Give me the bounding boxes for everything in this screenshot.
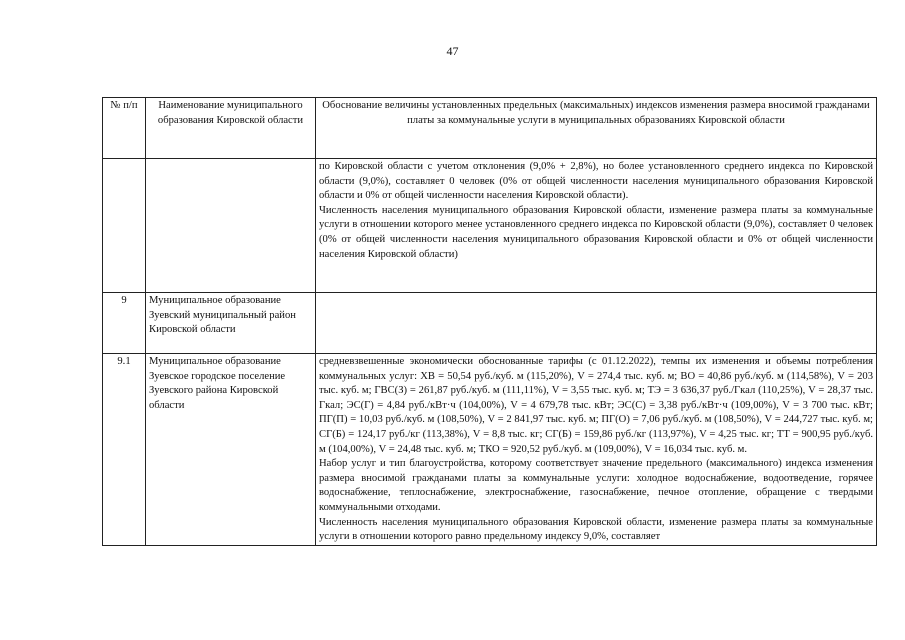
header-justification: Обоснование величины установленных предельных (максимальных) индексов изменения размера вносимой гражданами платы за коммунальные услуги в муниципальных образованиях Кировской области [316, 98, 877, 159]
row-municipality [146, 159, 316, 293]
paragraph: по Кировской области с учетом отклонения (9,0% + 2,8%), но более установленного среднего индекса по Кировской области (9,0%), составляет 0 человек (0% от общей численности населения муниципального образования Кировской области и 0% от общей численности населения Кировской области). [319, 161, 873, 202]
paragraph: Численность населения муниципального образования Кировской области, изменение размера платы за коммунальные услуги в отношении которого менее установленного среднего индекса по Кировской области (9,0%), составляет 0 человек (0% от общей численности населения муниципального образования Кировской области и 0% от общей численности населения Кировской области) [319, 204, 873, 260]
row-number: 9.1 [103, 354, 146, 546]
header-number: № п/п [103, 98, 146, 159]
row-justification [316, 293, 877, 354]
table-row [103, 354, 877, 546]
table-row [103, 293, 877, 354]
table-row [103, 159, 877, 293]
row-number: 9 [103, 293, 146, 354]
row-justification [316, 354, 877, 546]
paragraph: средневзвешенные экономически обоснованные тарифы (с 01.12.2022), темпы их изменения и объемы потребления коммунальных услуг: ХВ = 50,54 руб./куб. м (115,20%), V = 274,4 тыс. куб. м; ВО = 40,86 руб./куб. м (114,58%), V = 203 тыс. куб. м; ГВС(З) = 261,87 руб./куб. м (111,11%), V = 3,55 тыс. куб. м; ТЭ = 3 636,37 руб./Гкал (110,25%), V = 28,37 тыс. Гкал; ЭС(Г) = 4,84 руб./кВт·ч (104,00%), V = 4 679,78 тыс. кВт; ЭС(С) = 3,38 руб./кВт·ч (109,00%), V = 3 700 тыс. кВт; ПГ(П) = 10,03 руб./куб. м (108,50%), V = 2 841,97 тыс. куб. м; ПГ(О) = 7,06 руб./куб. м (108,50%), V = 244,727 тыс. куб. м; СГ(Б) = 124,17 руб./кг (113,38%), V = 8,8 тыс. кг; СГ(Б) = 159,86 руб./кг (113,97%), V = 4,25 тыс. кг; ТТ = 900,95 руб./куб. м (104,00%), V = 24,48 тыс. куб. м; ТКО = 920,52 руб./куб. м (109,00%), V = 16,034 тыс. куб. м. [319, 356, 873, 455]
table-header-row [103, 98, 877, 159]
row-justification [316, 159, 877, 293]
paragraph: Численность населения муниципального образования Кировской области, изменение размера платы за коммунальные услуги в отношении которого равно предельному индексу 9,0%, составляет [319, 516, 873, 543]
page-number: 47 [446, 44, 459, 58]
row-municipality: Муниципальное образование Зуевское городское поселение Зуевского района Кировской области [146, 354, 316, 546]
justification-table [102, 97, 877, 546]
row-number [103, 159, 146, 293]
header-municipality: Наименование муниципального образования Кировской области [146, 98, 316, 159]
row-municipality: Муниципальное образование Зуевский муниципальный район Кировской области [146, 293, 316, 354]
paragraph: Набор услуг и тип благоустройства, которому соответствует значение предельного (максимального) индекса изменения размера вносимой гражданами платы за коммунальные услуги: холодное водоснабжение, водоотведение, горячее водоснабжение, теплоснабжение, электроснабжение, газоснабжение, печное отопление, обращение с твердыми коммунальными отходами. [319, 458, 873, 513]
